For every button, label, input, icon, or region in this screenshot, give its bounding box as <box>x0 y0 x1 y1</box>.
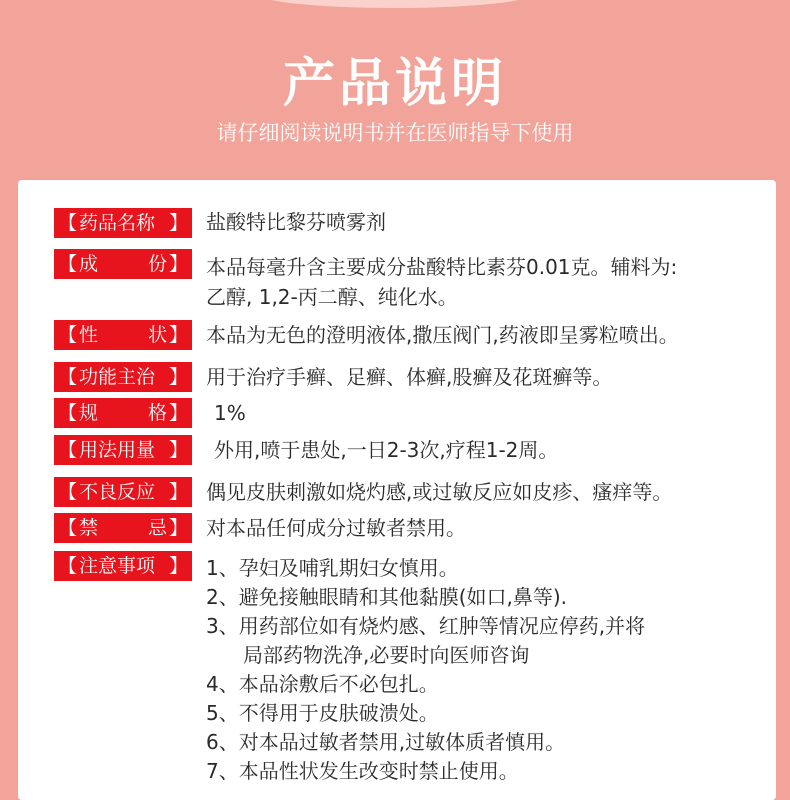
precaution-item: 2、避免接触眼睛和其他黏膜(如口,鼻等). <box>206 585 568 609</box>
label-text: 注意事项 <box>79 555 156 577</box>
precaution-item: 6、对本品过敏者禁用,过敏体质者慎用。 <box>206 730 566 754</box>
label-side-effects: 【 不良反应 】 <box>54 477 192 507</box>
label-drug-name: 【 药品名称 】 <box>54 208 192 238</box>
precaution-item: 3、用药部位如有烧灼感、红肿等情况应停药,并将 <box>206 614 646 638</box>
value-contraindications: 对本品任何成分过敏者禁用。 <box>206 516 466 540</box>
value-side-effects: 偶见皮肤刺激如烧灼感,或过敏反应如皮疹、瘙痒等。 <box>206 480 673 504</box>
label-text: 规 格 <box>79 402 167 424</box>
precaution-item: 5、不得用于皮肤破溃处。 <box>206 701 439 725</box>
value-dosage: 外用,喷于患处,一日2-3次,疗程1-2周。 <box>214 438 559 462</box>
label-precautions: 【 注意事项 】 <box>54 551 192 581</box>
label-specification: 【 规 格 】 <box>54 398 192 428</box>
value-appearance: 本品为无色的澄明液体,撒压阀门,药液即呈雾粒喷出。 <box>206 323 679 347</box>
label-text: 性 状 <box>79 324 167 346</box>
label-text: 药品名称 <box>79 212 156 234</box>
value-ingredients: 本品每毫升含主要成分盐酸特比素芬0.01克。辅料为: 乙醇, 1,2-丙二醇、纯化水。 <box>206 255 678 309</box>
precaution-item: 1、孕妇及哺乳期妇女慎用。 <box>206 556 459 580</box>
page-title: 产品说明 <box>282 54 507 114</box>
page-subtitle: 请仔细阅读说明书并在医师指导下使用 <box>216 121 574 145</box>
precaution-item: 7、本品性状发生改变时禁止使用。 <box>206 759 519 783</box>
label-ingredients: 【 成 份 】 <box>54 249 192 279</box>
instructions-card <box>18 180 776 800</box>
label-text: 成 份 <box>79 253 167 275</box>
label-dosage: 【 用法用量 】 <box>54 435 192 465</box>
value-drug-name: 盐酸特比黎芬喷雾剂 <box>206 210 386 234</box>
value-specification: 1% <box>214 401 246 425</box>
label-text: 用法用量 <box>79 439 156 461</box>
label-text: 不良反应 <box>79 481 156 503</box>
label-contraindications: 【 禁 忌 】 <box>54 513 192 543</box>
top-decoration <box>255 0 535 8</box>
precaution-item-continued: 局部药物洗净,必要时向医师咨询 <box>243 643 530 667</box>
value-precautions <box>206 554 776 786</box>
label-indications: 【 功能主治 】 <box>54 362 192 392</box>
value-indications: 用于治疗手癣、足癣、体癣,股癣及花斑癣等。 <box>206 365 613 389</box>
label-text: 功能主治 <box>79 366 156 388</box>
label-text: 禁 忌 <box>79 517 167 539</box>
label-appearance: 【 性 状 】 <box>54 320 192 350</box>
precaution-item: 4、本品涂敷后不必包扎。 <box>206 672 439 696</box>
